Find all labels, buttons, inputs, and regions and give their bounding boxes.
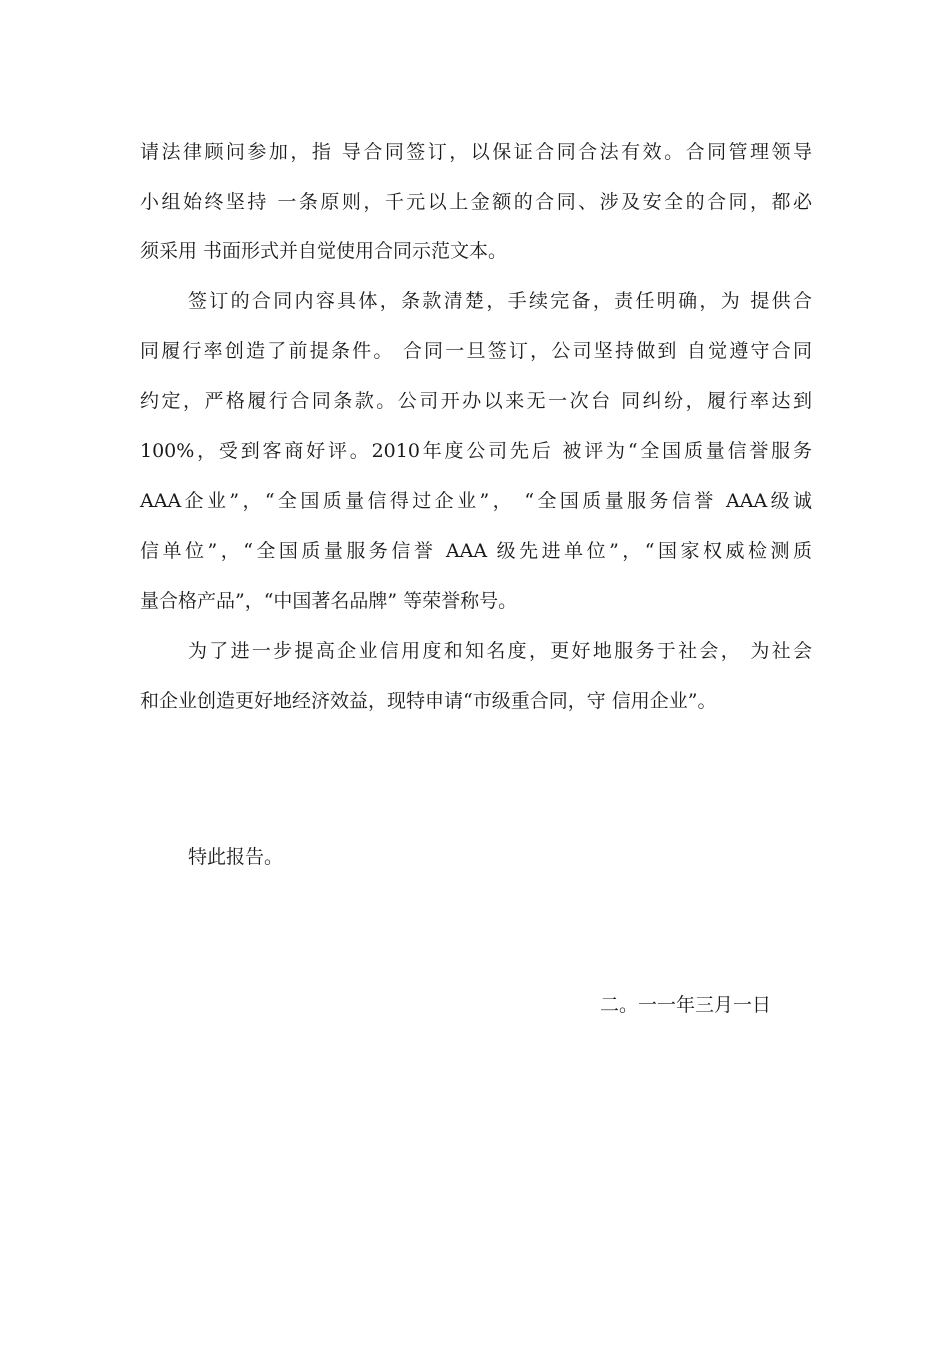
paragraph-3-line-2: 和企业创造更好地经济效益，现特申请“市级重合同，守 信用企业”。 bbox=[140, 690, 717, 712]
paragraph-2-line-7: 量合格产品”，“中国著名品牌” 等荣誉称号。 bbox=[140, 590, 518, 612]
paragraph-2-line-3: 约定，严格履行合同条款。公司开办以来无一次台 同纠纷，履行率达到 bbox=[140, 390, 812, 412]
paragraph-1-line-1: 请法律顾问参加，指 导合同签订，以保证合同合法有效。合同管理领导 bbox=[140, 141, 812, 163]
paragraph-2-line-6: 信单位”，“全国质量服务信誉 AAA 级先进单位”，“国家权威检测质 bbox=[140, 540, 812, 562]
paragraph-2-line-5: AAA企业”，“全国质量信得过企业”， “全国质量服务信誉 AAA级诚 bbox=[140, 490, 812, 512]
paragraph-1-line-2: 小组始终坚持 一条原则，千元以上金额的合同、涉及安全的合同，都必 bbox=[140, 191, 812, 213]
document-date: 二。一一年三月一日 bbox=[600, 994, 772, 1016]
paragraph-2-line-1: 签订的合同内容具体，条款清楚，手续完备，责任明确，为 提供合 bbox=[188, 290, 812, 312]
paragraph-1-line-3: 须采用 书面形式并自觉使用合同示范文本。 bbox=[140, 240, 508, 262]
closing-statement: 特此报告。 bbox=[188, 846, 284, 868]
paragraph-3-line-1: 为了进一步提高企业信用度和知名度，更好地服务于社会， 为社会 bbox=[188, 640, 812, 662]
paragraph-2-line-2: 同履行率创造了前提条件。 合同一旦签订，公司坚持做到 自觉遵守合同 bbox=[140, 340, 812, 362]
paragraph-2-line-4: 100%，受到客商好评。2010年度公司先后 被评为“全国质量信誉服务 bbox=[140, 440, 812, 462]
